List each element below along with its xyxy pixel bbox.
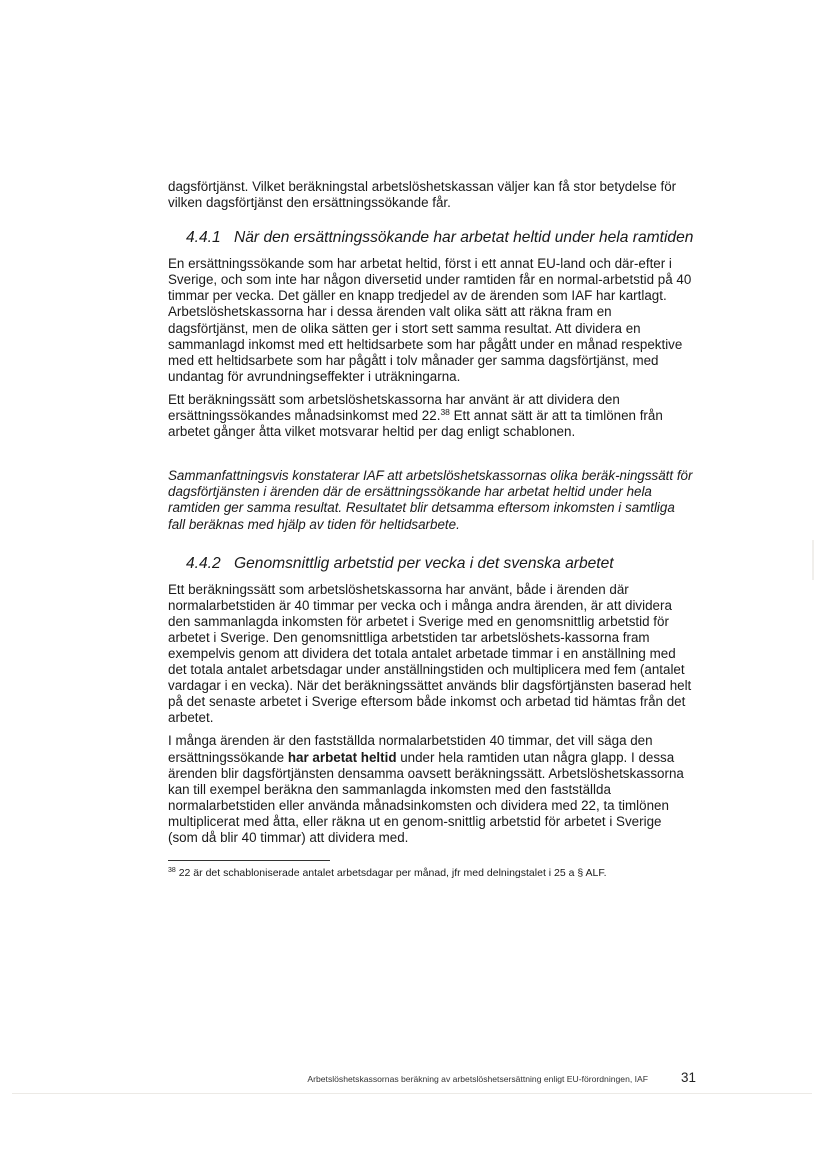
- footnote-text: 22 är det schabloniserade antalet arbetsdagar per månad, jfr med delningstalet i 25 a § ALF.: [175, 867, 607, 880]
- section-heading-4-4-1: [168, 229, 694, 247]
- section-number: 4.4.2: [186, 554, 221, 572]
- footnote-number: 38: [168, 867, 176, 875]
- paragraph: Ett beräkningssätt som arbetslöshetskassorna har använt, både i ärenden där normalarbetstiden är 40 timmar per vecka och i många andra ärenden, är att dividera den sammanlagda inkomsten för arbetet i Sverige med en genomsnittlig arbetstid för arbetet i Sverige. Den genomsnittliga arbetstiden tar arbetslöshets-kassorna fram exempelvis genom att dividera det totala antalet arbetade timmar i en anställning med det totala antalet arbetsdagar under anställningstiden och multiplicera med fem (antalet vardagar i en vecka). När det beräkningssättet används blir dagsförtjänsten baserad helt på det senaste arbetet i Sverige eftersom både inkomst och arbetad tid hämtas från det arbetet.: [168, 581, 692, 726]
- text-run: Ett beräkningssätt som arbetslöshetskassorna har använt är att dividera den ersättningssökandes månadsinkomst med 22.: [168, 391, 620, 424]
- section-heading-4-4-2: [168, 555, 694, 573]
- text-run: under hela ramtiden utan några glapp. I dessa ärenden blir dagsförtjänsten densamma oavsett beräkningssätt. Arbetslöshetskassorna kan till exempel beräkna den sammanlagda inkomsten med den fastställda normalarbetstiden eller använda månadsinkomsten och dividera med 22, ta timlönen multiplicerat med åtta, eller räkna ut en genom-snittlig arbetstid för arbetet i Sverige (som då blir 40 timmar) att dividera med.: [168, 749, 684, 845]
- footnote: [168, 867, 694, 880]
- footer-title: Arbetslöshetskassornas beräkning av arbetslöshetsersättning enligt EU-förordningen, IAF: [307, 1074, 648, 1084]
- bold-phrase: har arbetat heltid: [287, 749, 397, 765]
- bottom-edge-line: [12, 1093, 812, 1094]
- intro-paragraph: dagsförtjänst. Vilket beräkningstal arbetslöshetskassan väljer kan få stor betydelse för vilken dagsförtjänst den ersättningssökande får.: [168, 179, 677, 211]
- summary-paragraph: Sammanfattningsvis konstaterar IAF att arbetslöshetskassornas olika beräk-ningssätt för dagsförtjänsten i ärenden där de ersättningssökande har arbetat heltid under hela ramtiden ger samma resultat. Resultatet blir detsamma eftersom inkomsten i samtliga fall beräknas med hjälp av tiden för heltidsarbete.: [168, 468, 693, 532]
- text-run: Ett annat sätt är att ta timlönen från arbetet gånger åtta vilket motsvarar heltid per dag enligt schablonen.: [168, 408, 663, 440]
- text-run: I många ärenden är den fastställda normalarbetstiden 40 timmar, det vill säga den ersättningssökande: [168, 733, 653, 765]
- footnote-divider: [168, 860, 330, 861]
- page-content: [168, 179, 694, 880]
- page-number: 31: [681, 1070, 696, 1085]
- paragraph-with-footnote: [168, 392, 694, 440]
- section-title: När den ersättningssökande har arbetat heltid under hela ramtiden: [234, 229, 694, 247]
- paragraph-with-bold: [168, 733, 694, 846]
- footnote-reference: 38: [440, 407, 450, 418]
- scan-edge-mark: [812, 540, 814, 580]
- page-footer: [0, 1070, 828, 1090]
- section-number: 4.4.1: [186, 229, 221, 247]
- section-title: Genomsnittlig arbetstid per vecka i det svenska arbetet: [234, 554, 614, 572]
- paragraph: En ersättningssökande som har arbetat heltid, först i ett annat EU-land och där-efter i Sverige, och som inte har någon diversetid under ramtiden får en normal-arbetstid på 40 timmar per vecka. Det gäller en knapp tredjedel av de ärenden som IAF har kartlagt. Arbetslöshetskassorna har i dessa ärenden valt olika sätt att räkna fram en dagsförtjänst, men de olika sätten ger i stort sett samma resultat. Att dividera en sammanlagd inkomst med ett heltidsarbete som har pågått under en månad respektive med ett heltidsarbete som har pågått i tolv månader ger samma dagsförtjänst, med undantag för avrundningseffekter i uträkningarna.: [168, 256, 692, 384]
